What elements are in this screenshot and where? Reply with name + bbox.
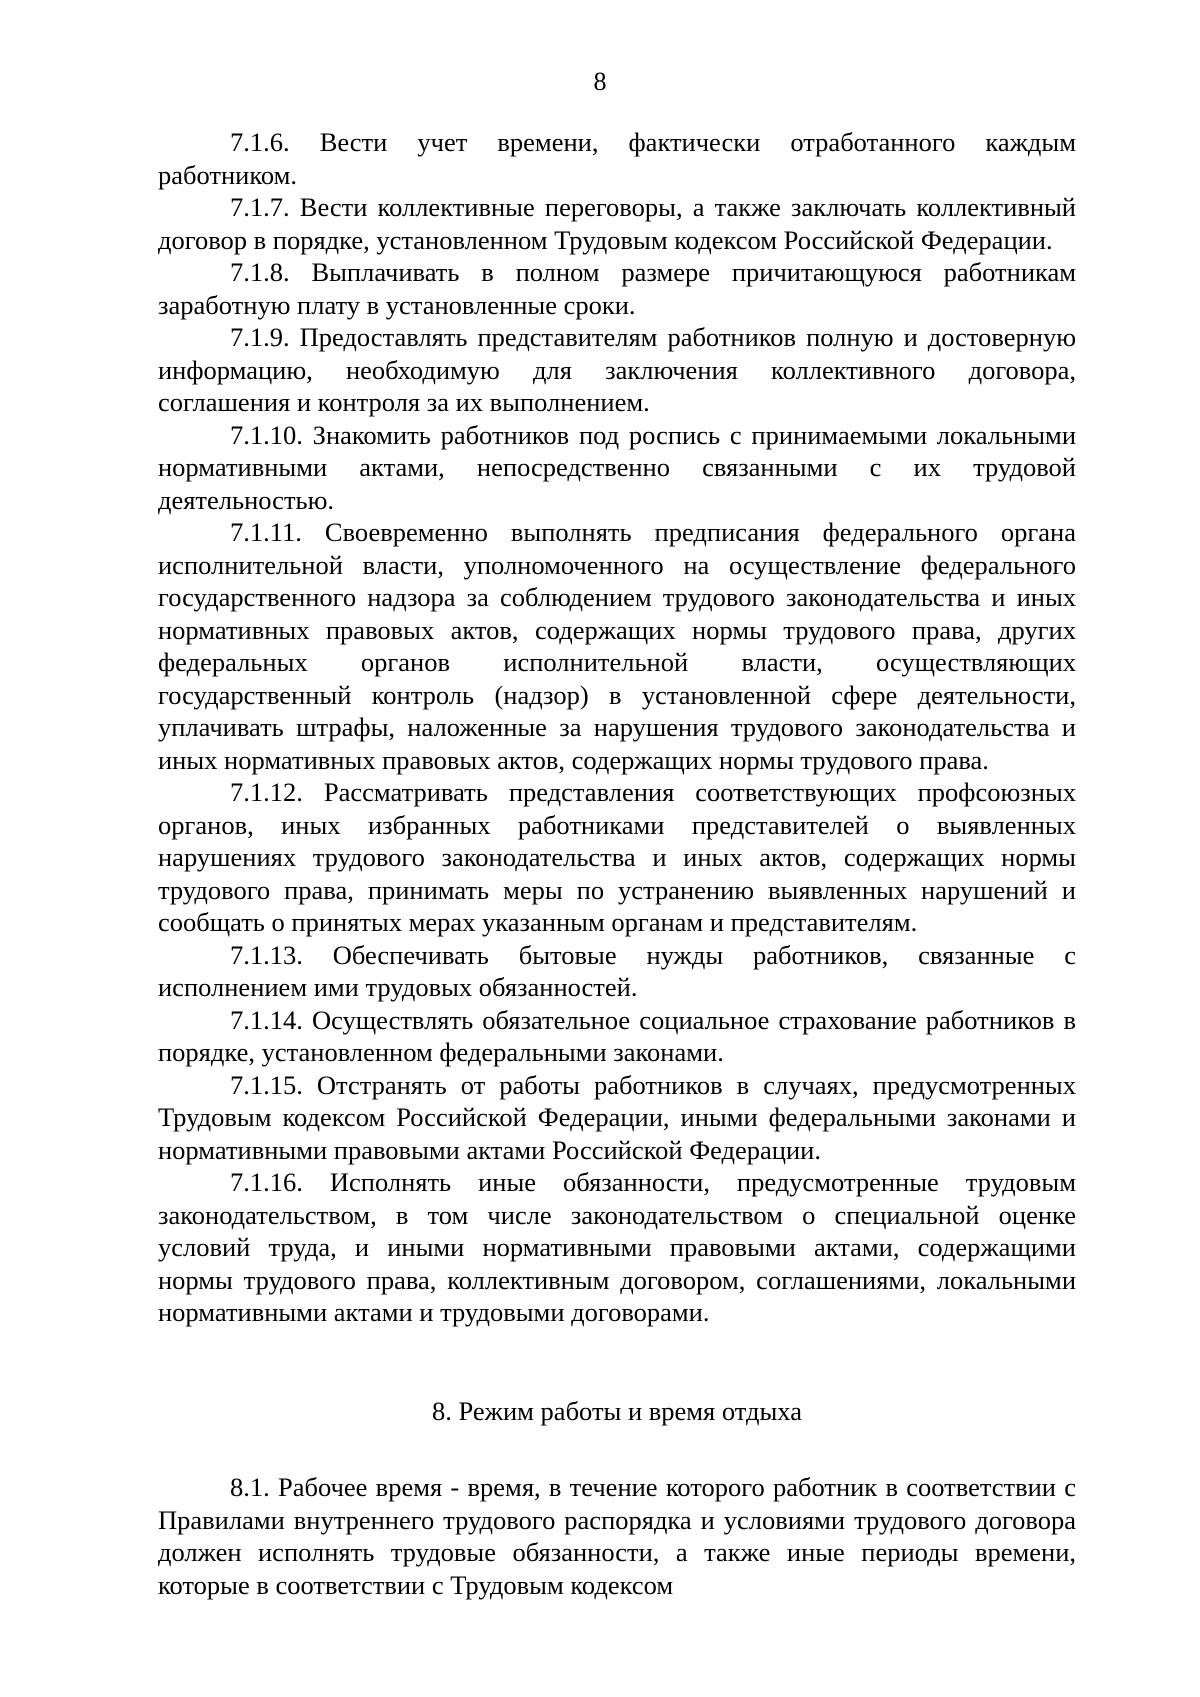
paragraph-7-1-10: 7.1.10. Знакомить работников под роспись с принимаемыми локальными нормативными актами, непосредственно связанными с их трудовой деятельностью. <box>158 419 1076 515</box>
paragraph-7-1-7: 7.1.7. Вести коллективные переговоры, а также заключать коллективный договор в порядке, установленном Трудовым кодексом Российской Федерации. <box>158 192 1076 255</box>
paragraph-8-1: 8.1. Рабочее время - время, в течение которого работник в соответствии с Правилами внутреннего трудового распорядка и условиями трудового договора должен исполнять трудовые обязанности, а также иные периоды времени, которые в соответствии с Трудовым кодексом <box>158 1472 1076 1600</box>
paragraph-7-1-12: 7.1.12. Рассматривать представления соответствующих профсоюзных органов, иных избранных работниками представителей о выявленных нарушениях трудового законодательства и иных актов, содержащих нормы трудового права, принимать меры по устранению выявленных нарушений и сообщать о принятых мерах указанным органам и представителям. <box>158 777 1076 937</box>
paragraph-7-1-13: 7.1.13. Обеспечивать бытовые нужды работников, связанные с исполнением ими трудовых обязанностей. <box>158 939 1076 1002</box>
document-body <box>158 126 1076 1601</box>
paragraph-7-1-16: 7.1.16. Исполнять иные обязанности, предусмотренные трудовым законодательством, в том числе законодательством о специальной оценке условий труда, и иными нормативными правовыми актами, содержащими нормы трудового права, коллективным договором, соглашениями, локальными нормативными актами и трудовыми договорами. <box>158 1167 1076 1327</box>
paragraph-7-1-11: 7.1.11. Своевременно выполнять предписания федерального органа исполнительной власти, уполномоченного на осуществление федерального государственного надзора за соблюдением трудового законодательства и иных нормативных правовых актов, содержащих нормы трудового права, других федеральных органов исполнительной власти, осуществляющих государственный контроль (надзор) в установленной сфере деятельности, уплачивать штрафы, наложенные за нарушения трудового законодательства и иных нормативных правовых актов, содержащих нормы трудового права. <box>158 517 1076 775</box>
page-number: 8 <box>593 67 607 96</box>
paragraph-7-1-15: 7.1.15. Отстранять от работы работников в случаях, предусмотренных Трудовым кодексом Российской Федерации, иными федеральными законами и нормативными правовыми актами Российской Федерации. <box>158 1069 1076 1165</box>
paragraph-7-1-9: 7.1.9. Предоставлять представителям работников полную и достоверную информацию, необходимую для заключения коллективного договора, соглашения и контроля за их выполнением. <box>158 322 1076 417</box>
paragraph-7-1-14: 7.1.14. Осуществлять обязательное социальное страхование работников в порядке, установленном федеральными законами. <box>158 1004 1076 1067</box>
paragraph-7-1-6: 7.1.6. Вести учет времени, фактически отработанного каждым работником. <box>158 127 1076 190</box>
section-heading: 8. Режим работы и время отдыха <box>432 1395 802 1426</box>
paragraph-7-1-8: 7.1.8. Выплачивать в полном размере причитающуюся работникам заработную плату в установленные сроки. <box>158 257 1076 320</box>
